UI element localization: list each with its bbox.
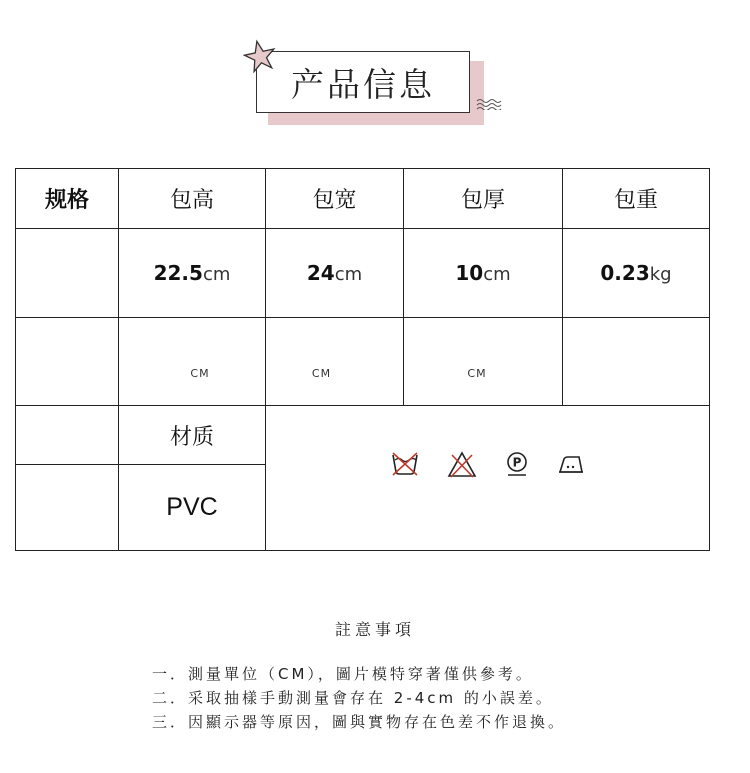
page-title: 产品信息 xyxy=(291,64,435,104)
title-badge xyxy=(256,51,470,113)
header-cell-height: 包高 xyxy=(119,169,266,229)
svg-text:P: P xyxy=(512,455,521,470)
spec-table xyxy=(15,168,710,551)
value-cell-width: 24cm xyxy=(266,229,404,318)
note-line: 二．采取抽樣手動測量會存在 2-4cm 的小誤差。 xyxy=(152,689,554,707)
empty-cell xyxy=(16,318,119,406)
no-bleach-icon xyxy=(447,451,477,478)
value-cell-weight: 0.23kg xyxy=(563,229,710,318)
care-icons-row xyxy=(266,451,709,478)
empty-cell xyxy=(16,406,119,465)
header-cell-spec: 规格 xyxy=(16,169,119,229)
iron-low-icon xyxy=(557,453,585,475)
star-icon xyxy=(243,39,277,73)
cm-cell: CM xyxy=(119,318,266,406)
table-row xyxy=(16,229,710,318)
header-cell-width: 包宽 xyxy=(266,169,404,229)
notes-list xyxy=(152,662,566,734)
empty-cell xyxy=(563,318,710,406)
value-cell-depth: 10cm xyxy=(404,229,563,318)
empty-cell xyxy=(16,465,119,551)
header-cell-weight: 包重 xyxy=(563,169,710,229)
note-line: 三．因顯示器等原因，圖與實物存在色差不作退換。 xyxy=(152,713,567,731)
empty-cell xyxy=(16,229,119,318)
cm-cell: CM xyxy=(266,318,404,406)
cm-cell: CM xyxy=(404,318,563,406)
header-cell-depth: 包厚 xyxy=(404,169,563,229)
no-hand-wash-icon xyxy=(391,451,419,477)
notes-title: 註意事項 xyxy=(334,620,415,639)
material-label-cell: 材质 xyxy=(119,406,266,465)
dry-clean-p-icon xyxy=(505,451,529,477)
care-icons-cell xyxy=(266,406,710,551)
value-cell-height: 22.5cm xyxy=(119,229,266,318)
wave-icon xyxy=(476,98,502,110)
material-value-cell: PVC xyxy=(119,465,266,551)
note-line: 一．測量單位（CM），圖片模特穿著僅供參考。 xyxy=(152,665,534,683)
table-header-row xyxy=(16,169,710,229)
table-row xyxy=(16,318,710,406)
table-row xyxy=(16,406,710,465)
